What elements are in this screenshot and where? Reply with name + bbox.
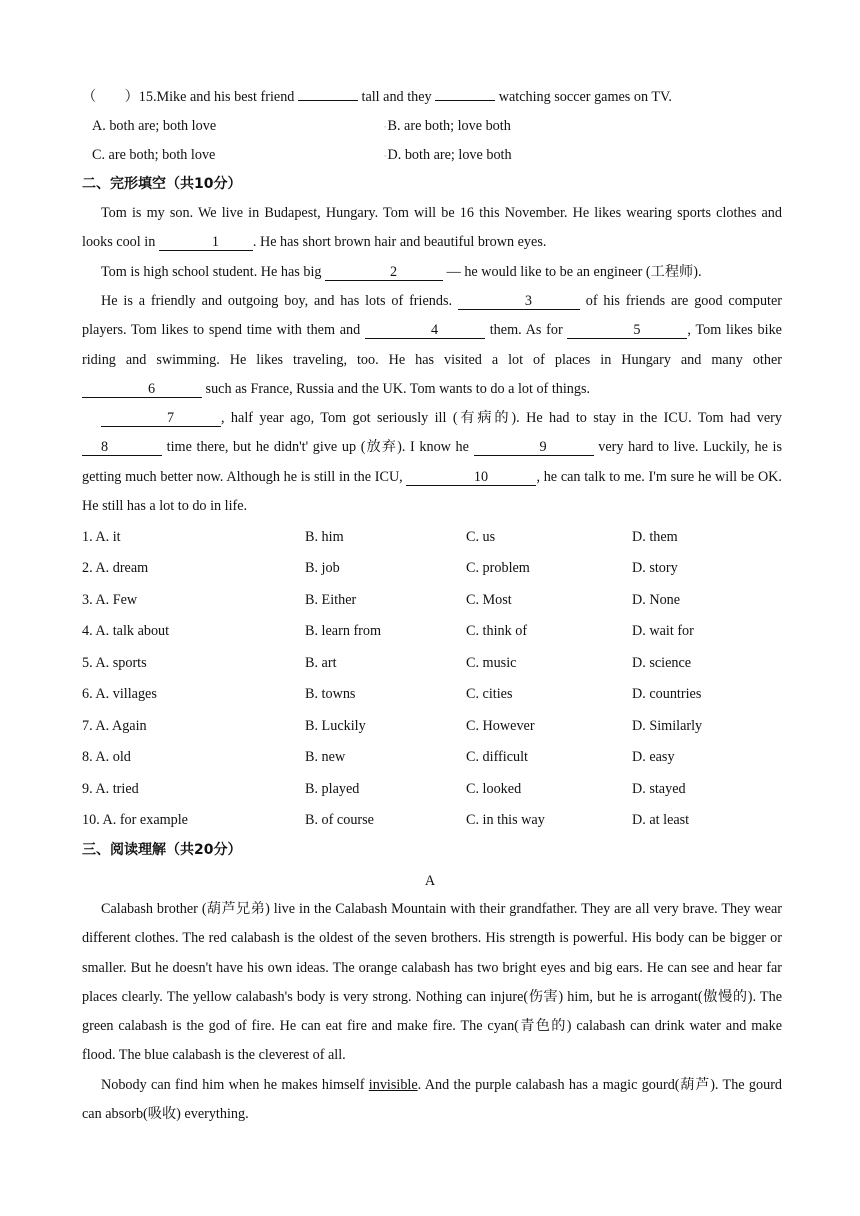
question-text: 15.Mike and his best friend (138, 89, 298, 105)
paragraph-text: such as France, Russia and the UK. Tom wants to do a lot of things. (202, 380, 591, 397)
choice-5-c: C. music (466, 655, 517, 671)
choice-5-a: 5. A. sports (82, 655, 147, 671)
choice-8-a: 8. A. old (82, 749, 131, 765)
cloze-blank-1: 1 (159, 234, 253, 251)
cloze-blank-8: 8 (82, 439, 162, 456)
choice-2-a: 2. A. dream (82, 560, 149, 576)
paragraph-text: . And the purple calabash has a magic gourd(葫芦). The gourd can absorb(吸收) everything. (82, 1077, 783, 1123)
paragraph-text: of his friends are good computer players. Tom likes to spend time with them and (82, 293, 782, 339)
choice-7-a: 7. A. Again (82, 718, 147, 734)
section-heading-reading: 三、阅读理解（共20分） (82, 842, 242, 858)
choice-4-a: 4. A. talk about (82, 623, 170, 639)
choice-7-c: C. However (466, 718, 535, 734)
paragraph-text: — he would like to be an engineer (工程师). (443, 264, 702, 280)
paragraph-text: Nobody can find him when he makes himself (101, 1077, 369, 1093)
option-a: A. both are; both love (92, 118, 217, 134)
choice-9-b: B. played (305, 781, 360, 797)
paragraph-text: very hard to live. Luckily, he is getting much better now. Although he is still in the ICU, (82, 439, 782, 485)
choice-2-b: B. job (305, 560, 340, 576)
reading-paragraph-2 (82, 1071, 782, 1130)
paragraph-text: Tom is my son. We live in Budapest, Hungary. Tom will be 16 this November. He likes wearing sports clothes and looks cool in (82, 205, 782, 251)
choice-7-b: B. Luckily (305, 718, 366, 734)
cloze-paragraph-4 (82, 404, 782, 521)
choice-6-b: B. towns (305, 686, 356, 702)
choice-5-d: D. science (632, 655, 692, 671)
cloze-blank-6: 6 (82, 381, 202, 398)
answer-paren: （ ） (82, 89, 139, 105)
cloze-blank-10: 10 (406, 469, 536, 486)
underlined-word: invisible (368, 1077, 418, 1093)
passage-label: A (424, 873, 436, 889)
cloze-blank-2: 2 (325, 264, 443, 281)
choice-2-d: D. story (632, 560, 678, 576)
choice-10-d: D. at least (632, 812, 690, 828)
paragraph-text: , he can talk to me. I'm sure he will be OK. He still has a lot to do in life. (82, 468, 782, 514)
blank (298, 100, 358, 101)
choice-10-c: C. in this way (466, 812, 545, 828)
choice-2-c: C. problem (466, 560, 530, 576)
option-text: D. both are; love both (387, 147, 512, 163)
cloze-blank-7: 7 (101, 410, 221, 427)
choice-8-b: B. new (305, 749, 346, 765)
choice-10-a: 10. A. for example (82, 812, 188, 828)
choice-10-b: B. of course (305, 812, 374, 828)
choice-1-b: B. him (305, 529, 344, 545)
cloze-paragraph-1 (82, 199, 782, 258)
option-d: ◦D. both are; love both (384, 147, 512, 163)
choice-8-c: C. difficult (466, 749, 529, 765)
choice-3-a: 3. A. Few (82, 592, 138, 608)
choice-4-b: B. learn from (305, 623, 382, 639)
cloze-paragraph-3 (82, 287, 782, 404)
choice-1-d: D. them (632, 529, 678, 545)
option-b: ◦B. are both; love both (384, 118, 511, 134)
choice-3-d: D. None (632, 592, 681, 608)
choice-6-c: C. cities (466, 686, 513, 702)
choice-1-a: 1. A. it (82, 529, 121, 545)
choice-1-c: C. us (466, 529, 496, 545)
choice-4-c: C. think of (466, 623, 528, 639)
paragraph-text: He is a friendly and outgoing boy, and has lots of friends. (101, 293, 458, 309)
question-text: watching soccer games on TV. (495, 89, 672, 105)
paragraph-text: time there, but he didn't' give up (放弃). I know he (162, 439, 474, 456)
choice-9-c: C. looked (466, 781, 522, 797)
choice-9-a: 9. A. tried (82, 781, 139, 797)
cloze-blank-9: 9 (474, 439, 594, 456)
paragraph-text: them. As for (485, 322, 568, 339)
choice-4-d: D. wait for (632, 623, 694, 639)
option-c: C. are both; both love (92, 147, 216, 163)
reading-paragraph-1: Calabash brother (葫芦兄弟) live in the Calabash Mountain with their grandfather. They are all very brave. They wear different clothes. The red calabash is the oldest of the seven brothers. His strength is powerful. His body can be bigger or smaller. But he doesn't have his own ideas. The orange calabash has two bright eyes and big ears. He can see and hear far places clearly. The yellow calabash's body is very strong. Nothing can injure(伤害) him, but he is arrogant(傲慢的). The green calabash is the god of fire. He can eat fire and make fire. The cyan(青色的) calabash can drink water and make flood. The blue calabash is the cleverest of all. (82, 901, 782, 1064)
cloze-blank-3: 3 (458, 293, 580, 310)
paragraph-text: , Tom likes bike riding and swimming. He likes traveling, too. He has visited a lot of places in Hungary and many other (82, 322, 782, 368)
paragraph-text: Tom is high school student. He has big (101, 264, 326, 280)
choice-7-d: D. Similarly (632, 718, 703, 734)
question-text: tall and they (357, 89, 436, 105)
cloze-blank-5: 5 (567, 322, 687, 339)
choice-8-d: D. easy (632, 749, 675, 765)
choice-6-d: D. countries (632, 686, 702, 702)
section-heading-cloze: 二、完形填空（共10分） (82, 176, 242, 192)
choice-6-a: 6. A. villages (82, 686, 157, 702)
choice-9-d: D. stayed (632, 781, 686, 797)
choice-3-b: B. Either (305, 592, 357, 608)
blank (435, 100, 495, 101)
paragraph-text: , half year ago, Tom got seriously ill (有病的). He had to stay in the ICU. Tom had very (221, 410, 782, 426)
paragraph-text: . He has short brown hair and beautiful brown eyes. (252, 234, 547, 251)
cloze-blank-4: 4 (365, 322, 485, 339)
question-15 (82, 87, 782, 107)
choice-3-c: C. Most (466, 592, 512, 608)
cloze-paragraph-2 (82, 258, 782, 287)
option-text: B. are both; love both (387, 118, 511, 134)
choice-5-b: B. art (305, 655, 337, 671)
